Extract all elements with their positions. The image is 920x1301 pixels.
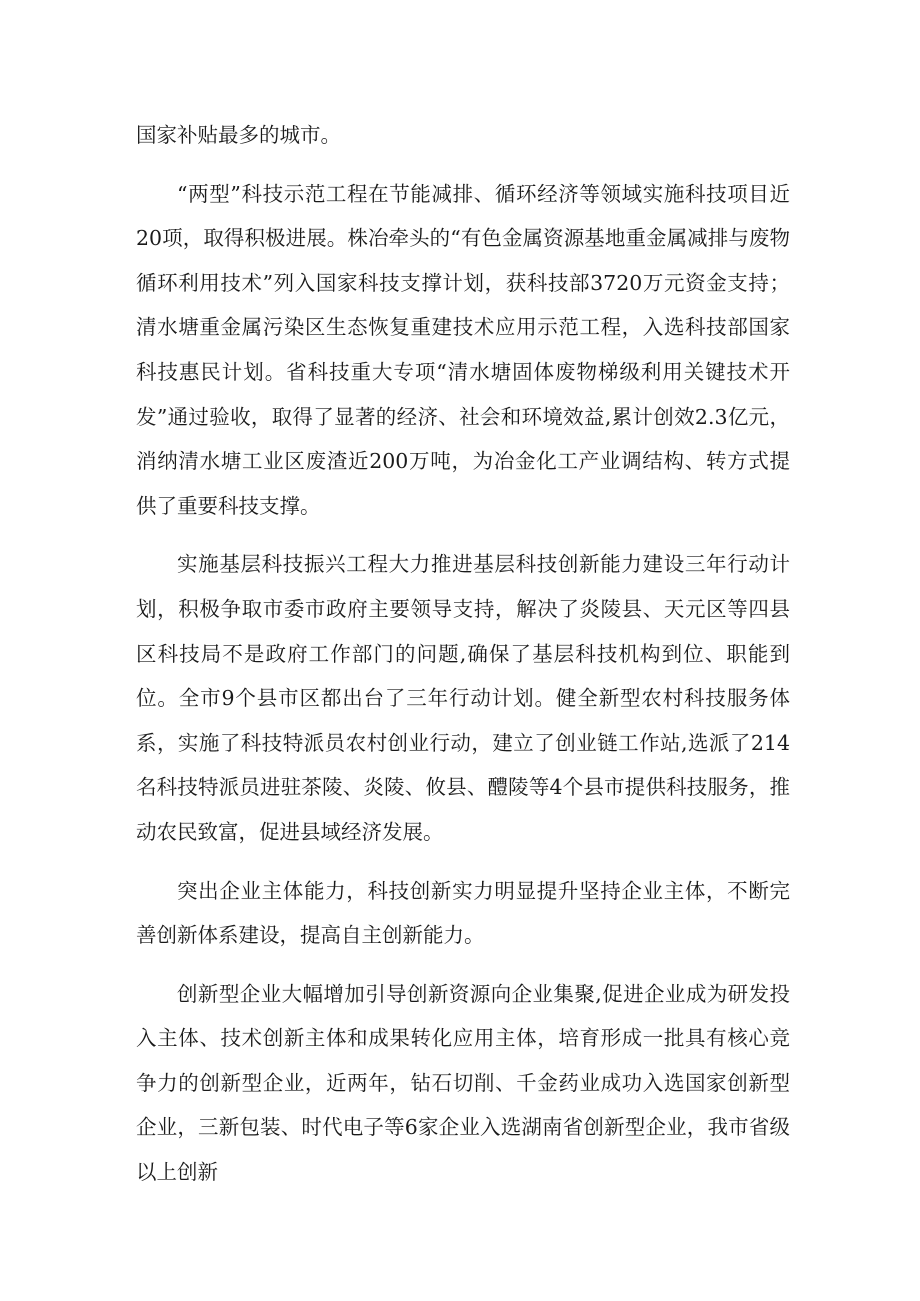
paragraph-continuation: 国家补贴最多的城市。	[136, 123, 341, 147]
document-body	[136, 113, 790, 1195]
paragraph-gap	[136, 958, 790, 972]
paragraph-enterprise-subject: 突出企业主体能力，科技创新实力明显提升坚持企业主体，不断完善创新体系建设，提高自主创新能力。	[136, 878, 790, 948]
paragraph-gap	[136, 528, 790, 542]
paragraph-innovative-enterprises: 创新型企业大幅增加引导创新资源向企业集聚,促进企业成为研发投入主体、技术创新主体和成果转化应用主体，培育形成一批具有核心竞争力的创新型企业，近两年，钻石切削、千金药业成功入选国家创新型企业，三新包装、时代电子等6家企业入选湖南省创新型企业，我市省级以上创新	[136, 981, 790, 1185]
paragraph-gap	[136, 158, 790, 172]
paragraph-two-type-demo: “两型”科技示范工程在节能减排、循环经济等领域实施科技项目近20项，取得积极进展。株冶牵头的“有色金属资源基地重金属减排与废物循环利用技术”列入国家科技支撑计划，获科技部3720万元资金支持；清水塘重金属污染区生态恢复重建技术应用示范工程，入选科技部国家科技惠民计划。省科技重大专项“清水塘固体废物梯级利用关键技术开发”通过验收，取得了显著的经济、社会和环境效益,累计创效2.3亿元，消纳清水塘工业区废渣近200万吨，为冶金化工产业调结构、转方式提供了重要科技支撑。	[136, 181, 790, 518]
paragraph-gap	[136, 855, 790, 869]
paragraph-grassroots-tech: 实施基层科技振兴工程大力推进基层科技创新能力建设三年行动计划，积极争取市委市政府主要领导支持，解决了炎陵县、天元区等四县区科技局不是政府工作部门的问题,确保了基层科技机构到位、职能到位。全市9个县市区都出台了三年行动计划。健全新型农村科技服务体系，实施了科技特派员农村创业行动，建立了创业链工作站,选派了214名科技特派员进驻茶陵、炎陵、攸县、醴陵等4个县市提供科技服务，推动农民致富，促进县域经济发展。	[136, 552, 790, 844]
